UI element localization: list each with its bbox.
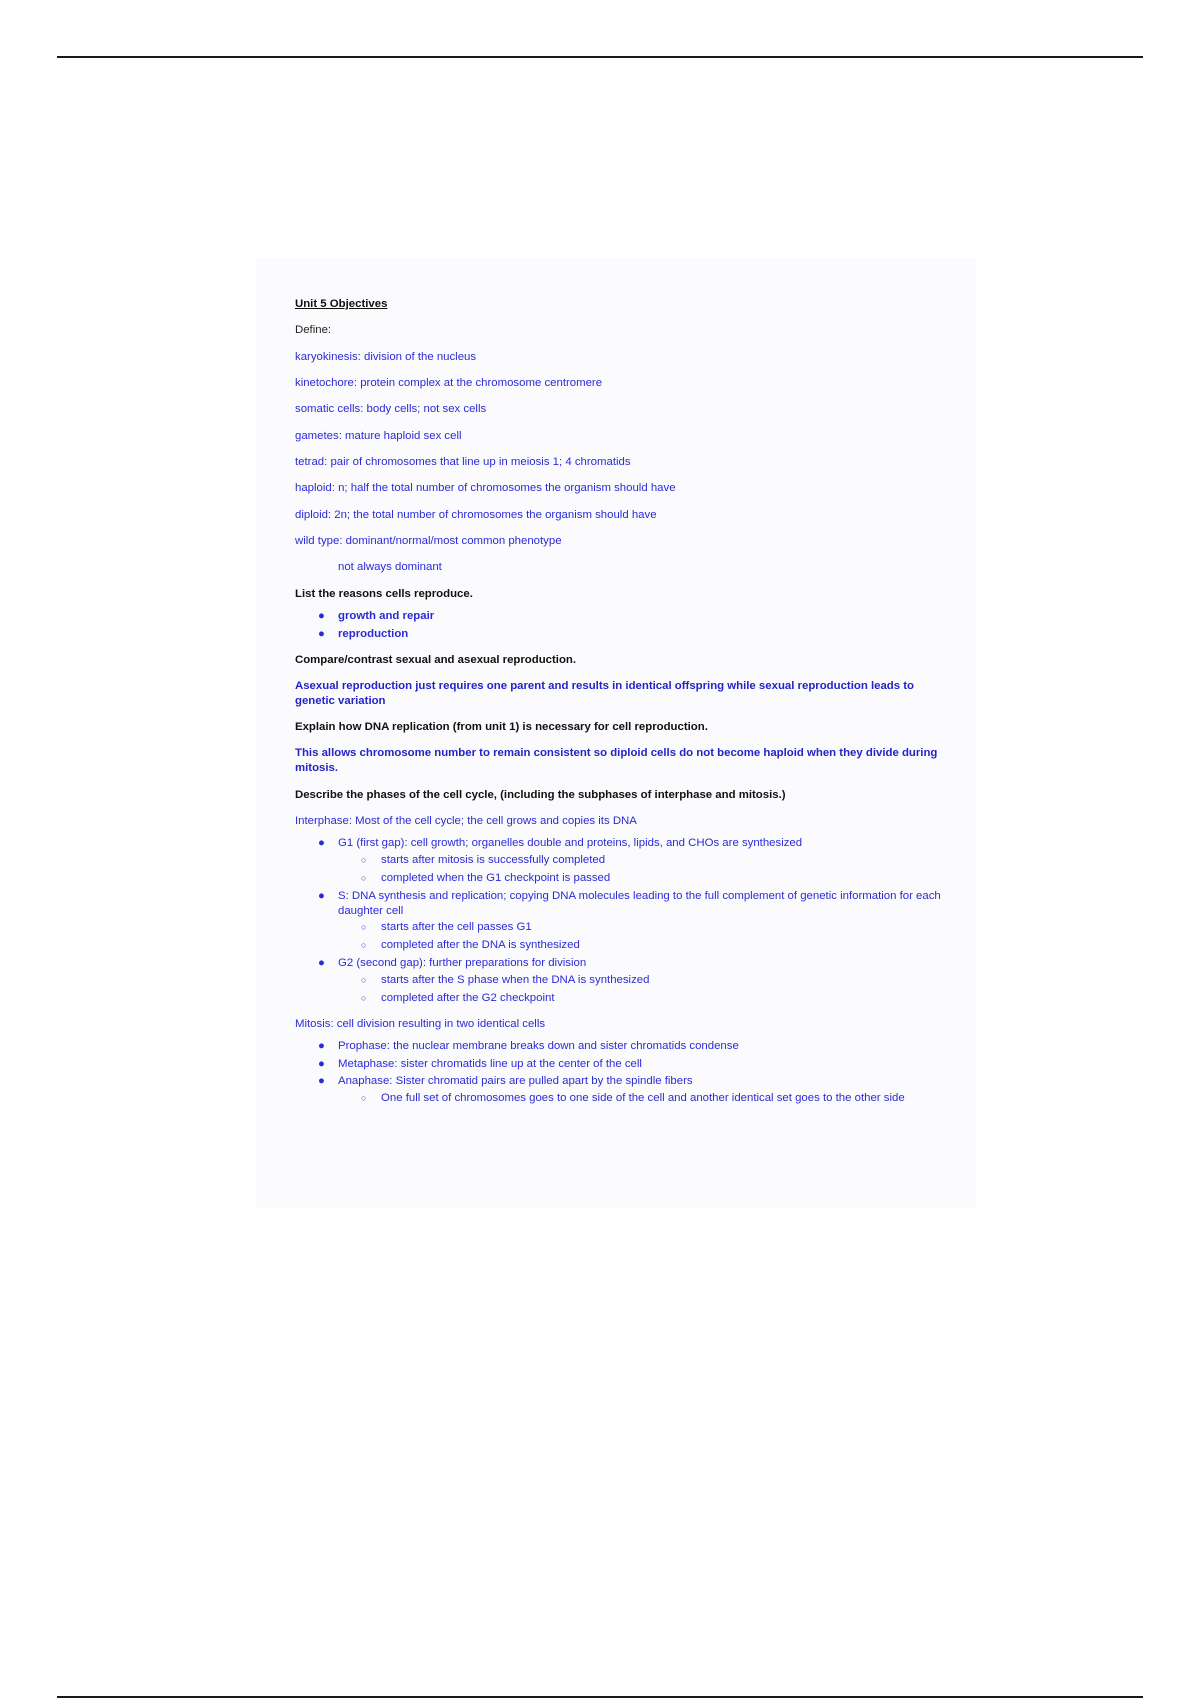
definition-tetrad: tetrad: pair of chromosomes that line up in meiosis 1; 4 chromatids xyxy=(295,455,631,468)
define-heading: Define: xyxy=(295,324,332,337)
definition-karyokinesis: karyokinesis: division of the nucleus xyxy=(295,350,477,363)
bullet-icon: ● xyxy=(318,609,325,622)
sub-list-item: ○ starts after mitosis is successfully completed xyxy=(361,854,606,867)
sub-list-item: ○ starts after the cell passes G1 xyxy=(361,921,532,934)
sub-list xyxy=(338,920,955,953)
doc-title: Unit 5 Objectives xyxy=(295,298,388,310)
question-reproduce: List the reasons cells reproduce. xyxy=(295,587,473,600)
top-rule xyxy=(57,56,1143,58)
interphase-heading: Interphase: Most of the cell cycle; the cell grows and copies its DNA xyxy=(295,814,637,827)
mitosis-heading: Mitosis: cell division resulting in two identical cells xyxy=(295,1017,546,1030)
answer-dna-replication: This allows chromosome number to remain consistent so diploid cells do not become haploid when they divide during mitosis. xyxy=(295,747,938,775)
sub-list-item: ○ completed after the DNA is synthesized xyxy=(361,939,580,952)
bullet-icon: ● xyxy=(318,837,325,850)
list-item-g1: ● G1 (first gap): cell growth; organelles double and proteins, lipids, and CHOs are synthesized ○ starts after mitosis is successfully completed ○ completed when the G1 checkpoint is passed xyxy=(295,836,955,885)
document-body xyxy=(295,297,955,1117)
bottom-rule xyxy=(57,1696,1143,1698)
sub-list-item: ○ One full set of chromosomes goes to one side of the cell and another identical set goes to the other side xyxy=(361,1092,905,1105)
bullet-icon: ● xyxy=(318,627,325,640)
definition-gametes: gametes: mature haploid sex cell xyxy=(295,429,462,442)
circle-bullet-icon: ○ xyxy=(361,1093,367,1104)
answer-compare: Asexual reproduction just requires one parent and results in identical offspring while sexual reproduction leads to genetic variation xyxy=(295,679,915,707)
definition-haploid: haploid: n; half the total number of chromosomes the organism should have xyxy=(295,482,676,495)
list-item-metaphase: ● Metaphase: sister chromatids line up at the center of the cell xyxy=(318,1057,642,1070)
definition-wild-type: wild type: dominant/normal/most common phenotype xyxy=(295,534,562,547)
bullet-icon: ● xyxy=(318,1057,325,1070)
mitosis-list xyxy=(295,1039,955,1106)
sub-list-item: ○ completed when the G1 checkpoint is passed xyxy=(361,871,611,884)
list-item-anaphase: ● Anaphase: Sister chromatid pairs are pulled apart by the spindle fibers ○ One full set of chromosomes goes to one side of the cell and another identical set goes to the other side xyxy=(295,1074,955,1106)
bullet-icon: ● xyxy=(318,1075,325,1088)
question-compare: Compare/contrast sexual and asexual reproduction. xyxy=(295,653,577,666)
interphase-list xyxy=(295,836,955,1005)
bullet-icon: ● xyxy=(318,889,325,902)
sub-list-item: ○ starts after the S phase when the DNA is synthesized xyxy=(361,973,650,986)
bullet-icon: ● xyxy=(318,957,325,970)
circle-bullet-icon: ○ xyxy=(361,974,367,985)
list-item-g2: ● G2 (second gap): further preparations for division ○ starts after the S phase when the DNA is synthesized ○ completed after the G2 checkpoint xyxy=(295,956,955,1005)
circle-bullet-icon: ○ xyxy=(361,855,367,866)
definition-diploid: diploid: 2n; the total number of chromosomes the organism should have xyxy=(295,508,657,521)
list-item-prophase: ● Prophase: the nuclear membrane breaks down and sister chromatids condense xyxy=(318,1039,739,1052)
reproduce-answer-list xyxy=(295,609,955,642)
circle-bullet-icon: ○ xyxy=(361,992,367,1003)
question-dna-replication: Explain how DNA replication (from unit 1) is necessary for cell reproduction. xyxy=(295,721,708,734)
sub-list xyxy=(338,853,955,886)
sub-list xyxy=(338,1091,955,1106)
circle-bullet-icon: ○ xyxy=(361,872,367,883)
wild-type-note: not always dominant xyxy=(338,561,442,574)
list-item: ● reproduction xyxy=(318,627,409,640)
definition-kinetochore: kinetochore: protein complex at the chromosome centromere xyxy=(295,376,603,389)
definition-somatic-cells: somatic cells: body cells; not sex cells xyxy=(295,403,487,416)
list-item-s: ● S: DNA synthesis and replication; copying DNA molecules leading to the full complement of genetic information for each daughter cell ○ starts after the cell passes G1 ○ completed after the DNA is synthesized xyxy=(295,889,955,953)
circle-bullet-icon: ○ xyxy=(361,940,367,951)
bullet-icon: ● xyxy=(318,1039,325,1052)
list-item: ● growth and repair xyxy=(318,609,435,622)
circle-bullet-icon: ○ xyxy=(361,922,367,933)
question-cell-cycle: Describe the phases of the cell cycle, (including the subphases of interphase and mitosis.) xyxy=(295,788,786,801)
sub-list xyxy=(338,973,955,1006)
sub-list-item: ○ completed after the G2 checkpoint xyxy=(361,991,555,1004)
